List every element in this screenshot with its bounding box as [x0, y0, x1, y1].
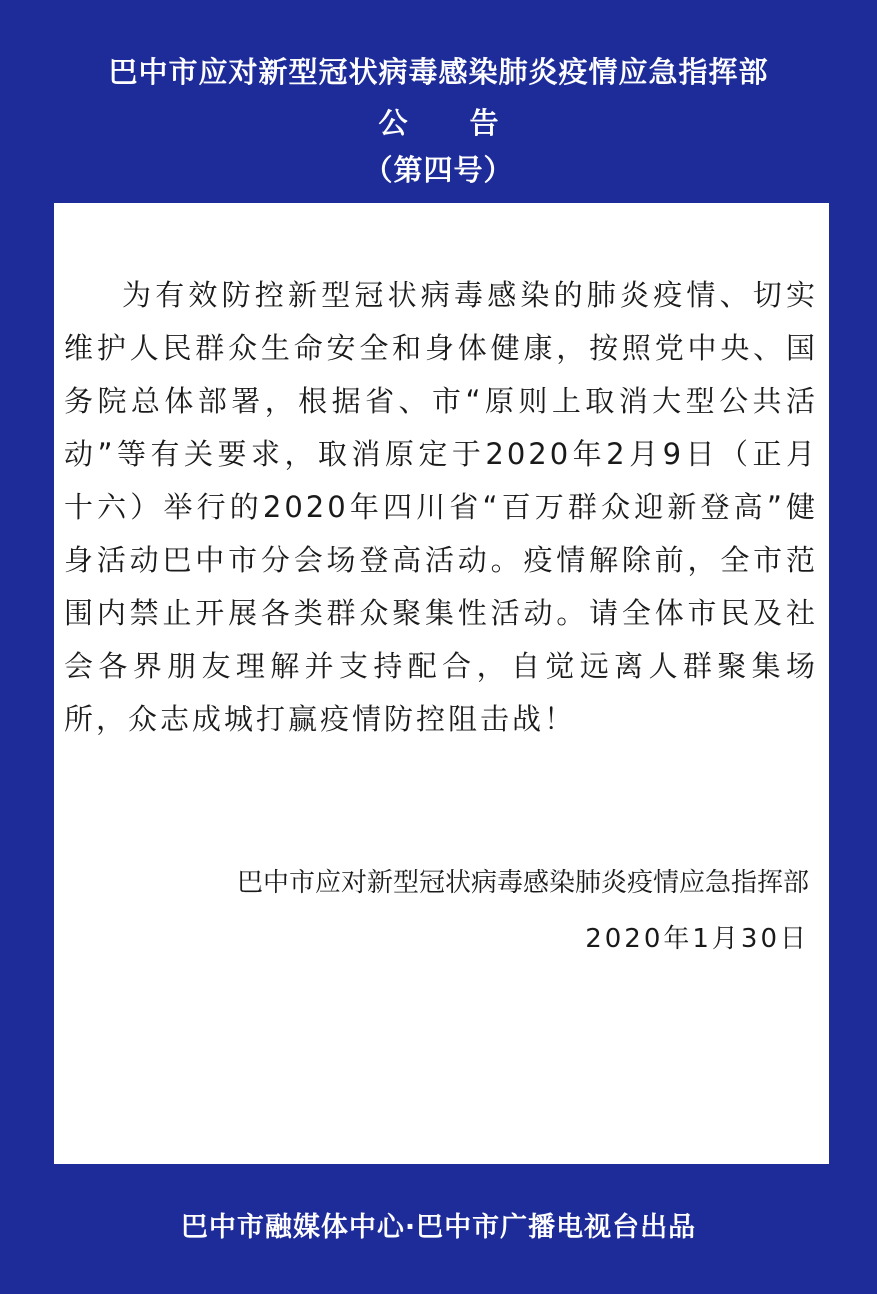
- notice-title: 公告: [378, 106, 561, 140]
- notice-body-paragraph: 为有效防控新型冠状病毒感染的肺炎疫情、切实维护人民群众生命安全和身体健康，按照党中央、国务院总体部署，根据省、市“原则上取消大型公共活动”等有关要求，取消原定于2020年2月9日（正月十六）举行的2020年四川省“百万群众迎新登高”健身活动巴中市分会场登高活动。疫情解除前，全市范围内禁止开展各类群众聚集性活动。请全体市民及社会各界朋友理解并支持配合，自觉远离人群聚集场所，众志成城打赢疫情防控阻击战！: [64, 278, 818, 736]
- notice-signature: 巴中市应对新型冠状病毒感染肺炎疫情应急指挥部: [236, 868, 809, 898]
- publisher-credit: 巴中市融媒体中心·巴中市广播电视台出品: [180, 1212, 697, 1243]
- notice-number: （第四号）: [363, 153, 514, 187]
- notice-header: [0, 0, 877, 200]
- notice-date: 2020年1月30日: [585, 924, 809, 954]
- notice-content-panel: [54, 203, 829, 1164]
- issuing-organization-title: 巴中市应对新型冠状病毒感染肺炎疫情应急指挥部: [108, 55, 769, 89]
